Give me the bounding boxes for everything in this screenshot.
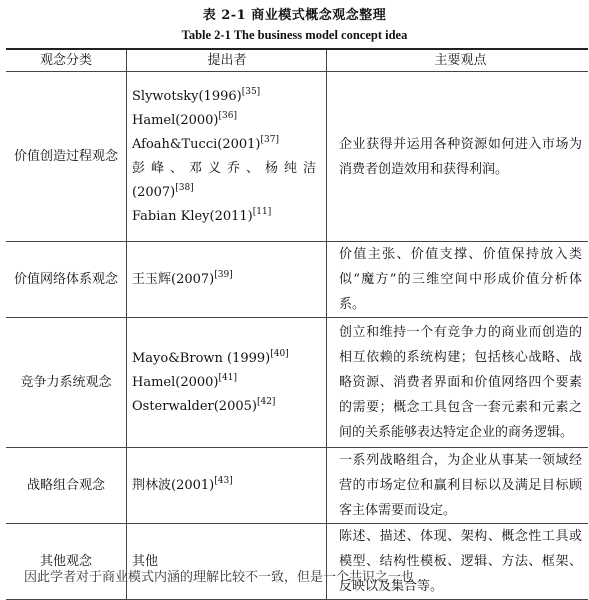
row-category: 价值创造过程观念: [6, 72, 127, 242]
header-category: 观念分类: [6, 49, 127, 72]
author-entry: Slywotsky(1996)[35]: [132, 86, 261, 104]
author-entry: Osterwalder(2005)[42]: [132, 396, 276, 414]
row-authors: [127, 524, 327, 600]
concept-table: [6, 48, 588, 600]
row-viewpoint: 一系列战略组合，为企业从事某一领域经营的市场定位和赢利目标以及满足目标顾客主体需要而设定。: [327, 448, 588, 524]
row-category: 价值网络体系观念: [6, 242, 127, 318]
header-proposer: 提出者: [127, 49, 327, 72]
table-caption-en: Table 2-1 The business model concept idea: [181, 28, 408, 42]
author-entry: 荆林波(2001)[43]: [132, 475, 233, 493]
row-authors: [127, 72, 327, 242]
row-authors: [127, 242, 327, 318]
author-entry: 王玉辉(2007)[39]: [132, 269, 233, 287]
author-entry: 其他: [132, 553, 159, 569]
row-viewpoint: 陈述、描述、体现、架构、概念性工具或模型、结构性模板、逻辑、方法、框架、反映以及集合等。: [327, 524, 588, 600]
row-viewpoint: 价值主张、价值支撑、价值保持放入类似“魔方”的三维空间中形成价值分析体系。: [327, 242, 588, 318]
table-caption-cn: 表 2-1 商业模式概念观念整理: [202, 8, 387, 23]
table-row: [6, 72, 588, 242]
row-authors: [127, 448, 327, 524]
author-entry: Fabian Kley(2011)[11]: [132, 206, 272, 224]
author-entry: Mayo&Brown (1999)[40]: [132, 348, 289, 366]
body-text-line: 因此学者对于商业模式内涵的理解比较不一致，但是一个共识之一也: [24, 570, 415, 585]
table-row: [6, 448, 588, 524]
row-authors: [127, 318, 327, 448]
author-entry: Hamel(2000)[36]: [132, 110, 237, 128]
author-entry: 彭峰、邓义乔、杨纯洁: [132, 160, 323, 176]
row-category: 战略组合观念: [6, 448, 127, 524]
table-row: [6, 318, 588, 448]
row-viewpoint: 创立和维持一个有竞争力的商业而创造的相互依赖的系统构建；包括核心战略、战略资源、消费者界面和价值网络四个要素的需要；概念工具包含一套元素和元素之间的关系能够表达特定企业的商务逻辑。: [327, 318, 588, 448]
author-entry: Hamel(2000)[41]: [132, 372, 237, 390]
row-category: 竞争力系统观念: [6, 318, 127, 448]
header-viewpoint: 主要观点: [327, 49, 588, 72]
table-header-row: [6, 49, 588, 72]
author-entry: (2007)[38]: [132, 182, 194, 200]
row-category: 其他观念: [6, 524, 127, 600]
table-row: [6, 524, 588, 600]
row-viewpoint: 企业获得并运用各种资源如何进入市场为消费者创造效用和获得利润。: [327, 72, 588, 242]
table-row: [6, 242, 588, 318]
author-entry: Afoah&Tucci(2001)[37]: [132, 134, 279, 152]
